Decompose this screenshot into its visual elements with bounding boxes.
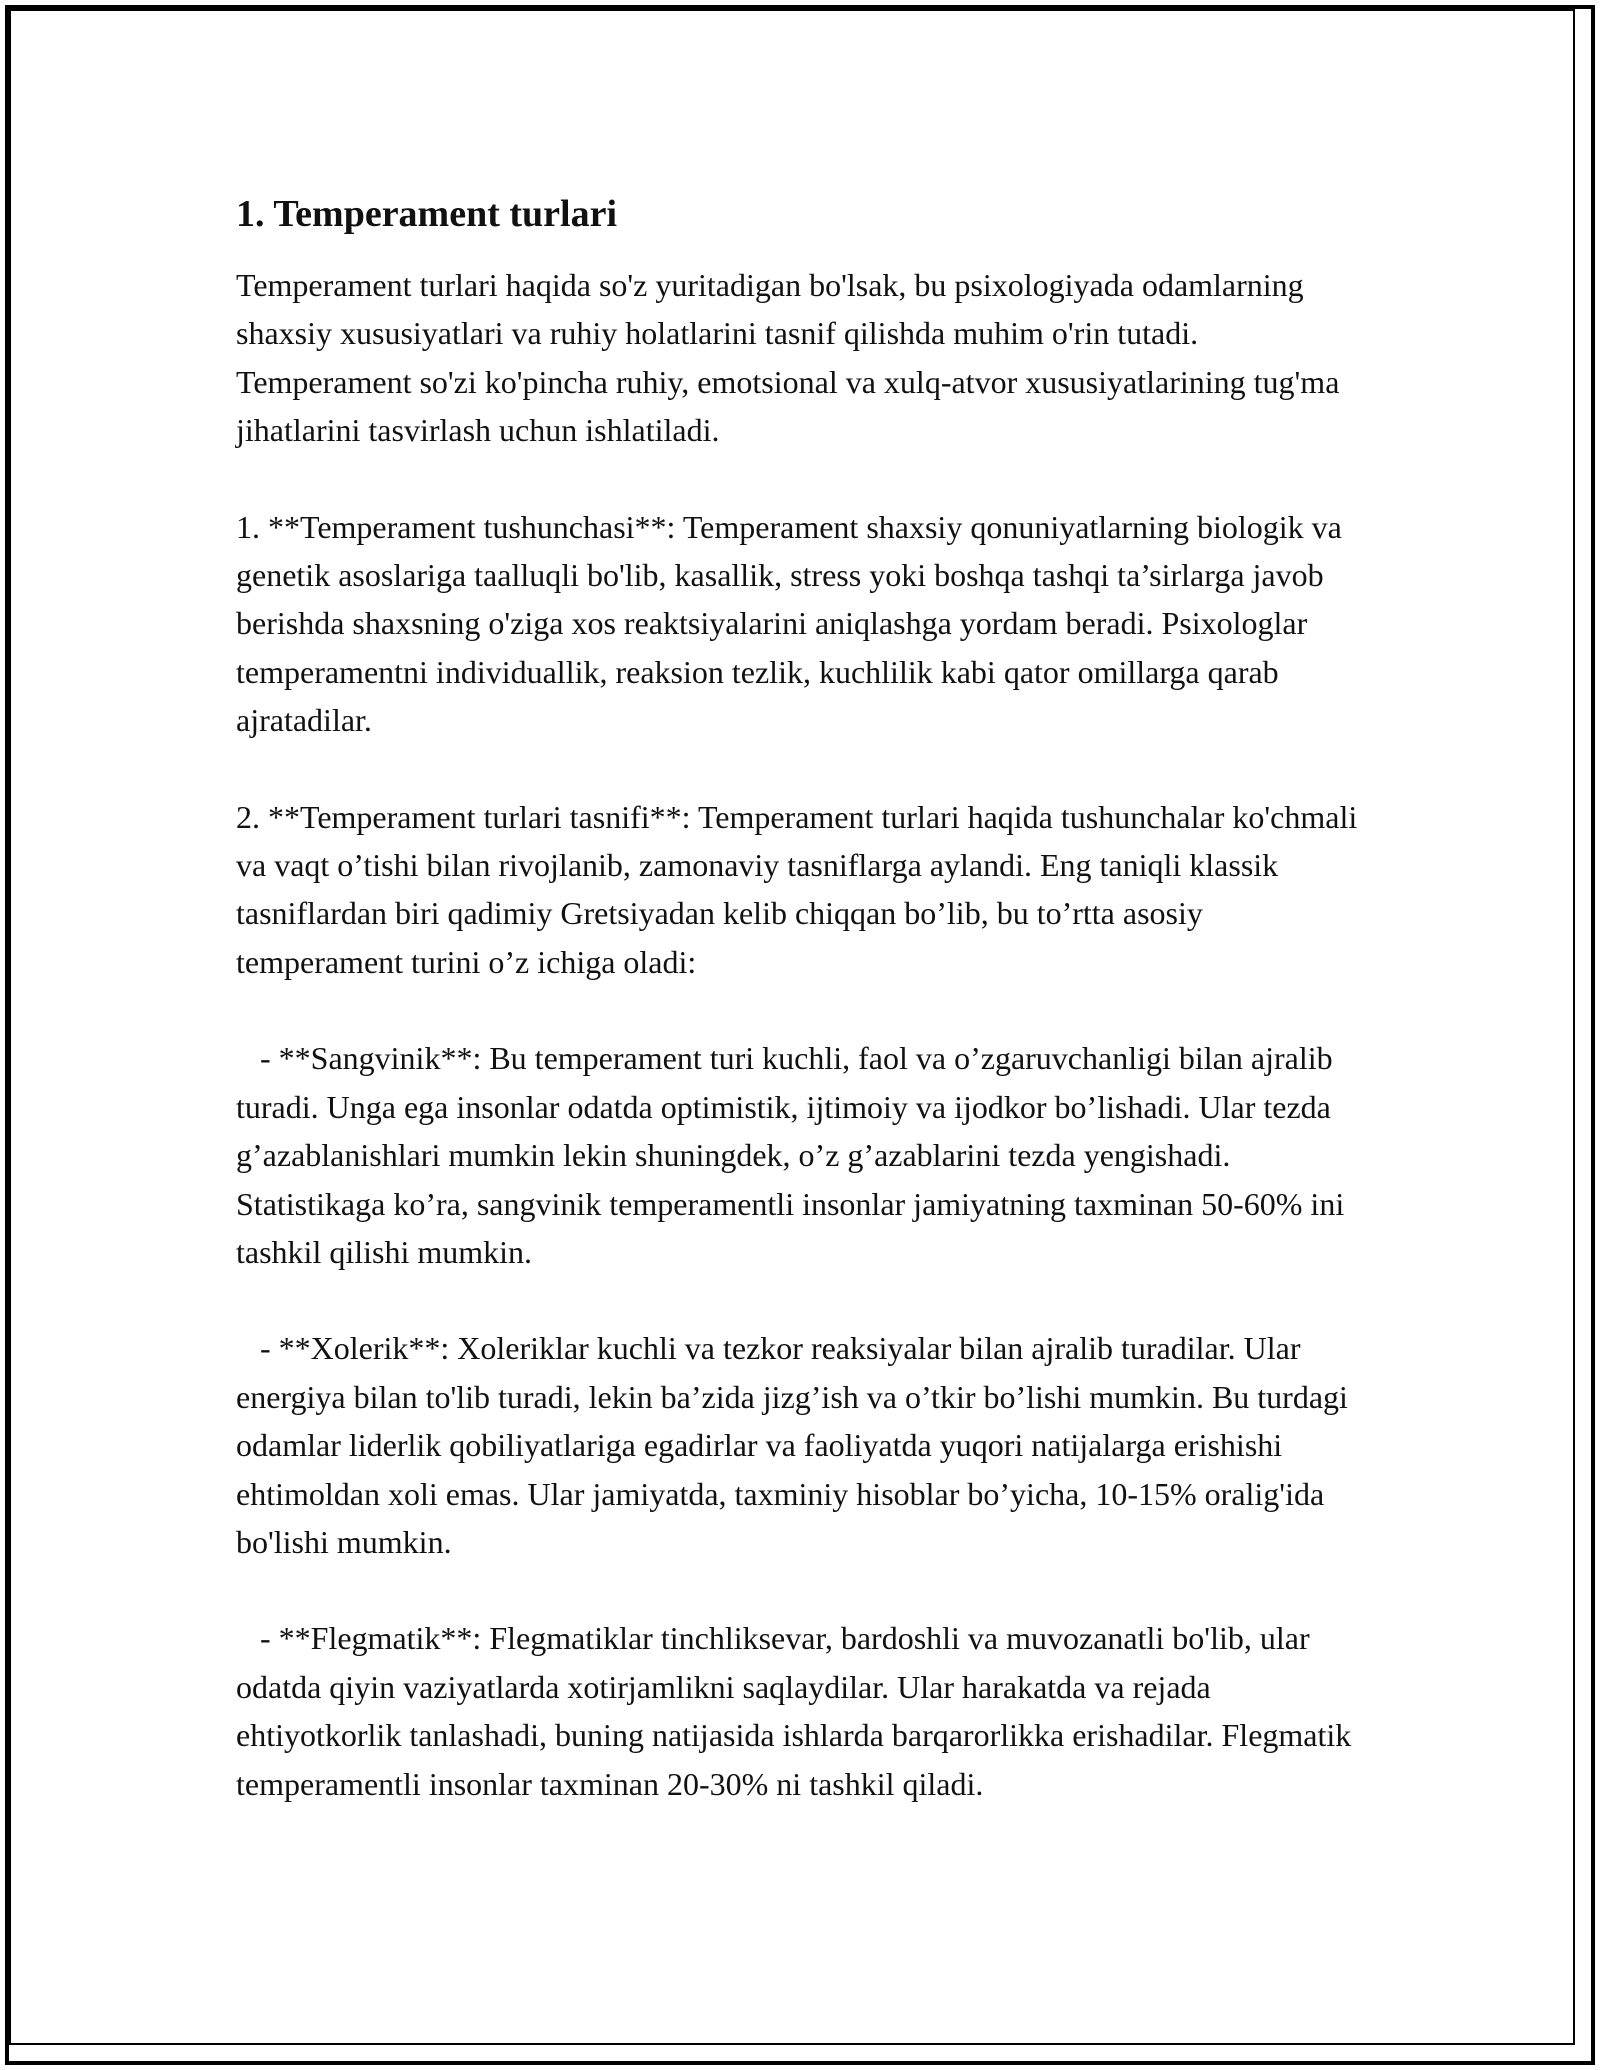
- intro-paragraph: Temperament turlari haqida so'z yuritadigan bo'lsak, bu psixologiyada odamlarning shaxsiy xususiyatlari va ruhiy holatlarini tasnif qilishda muhim o'rin tutadi. Temperament so'zi ko'pincha ruhiy, emotsional va xulq-atvor xususiyatlarining tug'ma jihatlarini tasvirlash uchun ishlatiladi.: [236, 267, 1348, 449]
- section-heading: 1. Temperament turlari: [236, 193, 618, 235]
- paragraph-choleric: - **Xolerik**: Xoleriklar kuchli va tezkor reaksiyalar bilan ajralib turadilar. Ular energiya bilan to'lib turadi, lekin ba’zida jizg’ish va o’tkir bo’lishi mumkin. Bu turdagi odamlar liderlik qobiliyatlariga egadirlar va faoliyatda yuqori natijalarga erishishi ehtimoldan xoli emas. Ular jamiyatda, taxminiy hisoblar bo’yicha, 10-15% oralig'ida bo'lishi mumkin.: [236, 1330, 1356, 1560]
- paragraph-temperament-classification: 2. **Temperament turlari tasnifi**: Temperament turlari haqida tushunchalar ko'chmali va vaqt o’tishi bilan rivojlanib, zamonaviy tasniflarga aylandi. Eng taniqli klassik tasniflardan biri qadimiy Gretsiyadan kelib chiqqan bo’lib, bu to’rtta asosiy temperament turini o’z ichiga oladi:: [236, 798, 1366, 980]
- paragraph-phlegmatic: - **Flegmatik**: Flegmatiklar tinchliksevar, bardoshli va muvozanatli bo'lib, ular odatda qiyin vaziyatlarda xotirjamlikni saqlaydilar. Ular harakatda va rejada ehtiyotkorlik tanlashadi, buning natijasida ishlarda barqarorlikka erishadilar. Flegmatik temperamentli insonlar taxminan 20-30% ni tashkil qiladi.: [236, 1620, 1360, 1802]
- document-body: [236, 185, 1366, 1808]
- paragraph-temperament-concept: 1. **Temperament tushunchasi**: Temperament shaxsiy qonuniyatlarning biologik va genetik asoslariga taalluqli bo'lib, kasallik, stress yoki boshqa tashqi ta’sirlarga javob berishda shaxsning o'ziga xos reaktsiyalarini aniqlashga yordam beradi. Psixologlar temperamentni individuallik, reaksion tezlik, kuchlilik kabi qator omillarga qarab ajratadilar.: [236, 508, 1350, 739]
- paragraph-sanguine: - **Sangvinik**: Bu temperament turi kuchli, faol va o’zgaruvchanligi bilan ajralib turadi. Unga ega insonlar odatda optimistik, ijtimoiy va ijodkor bo’lishadi. Ular tezda g’azablanishlari mumkin lekin shuningdek, o’z g’azablarini tezda yengishadi. Statistikaga ko’ra, sangvinik temperamentli insonlar jamiyatning taxminan 50-60% ini tashkil qilishi mumkin.: [236, 1040, 1353, 1270]
